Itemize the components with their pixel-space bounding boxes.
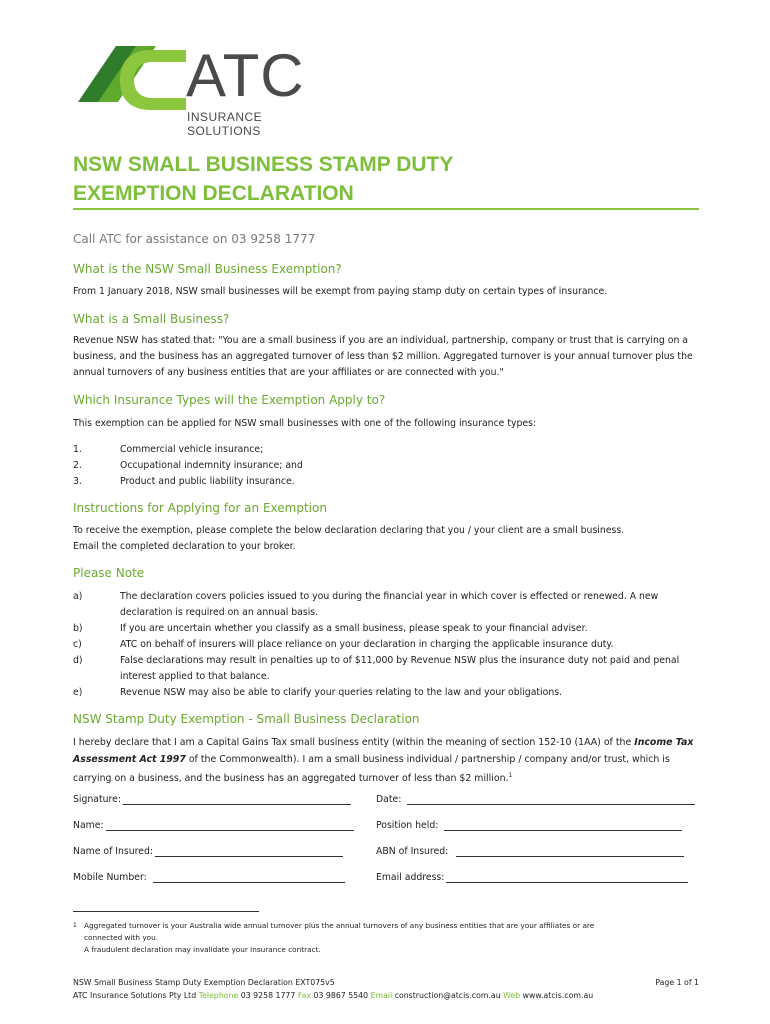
list-item <box>73 442 699 458</box>
text-declaration <box>73 735 699 788</box>
title-divider <box>73 208 699 210</box>
please-note-list <box>73 589 699 701</box>
footer-email-label: Email <box>370 991 393 1000</box>
list-item <box>73 589 699 621</box>
insured-name-line[interactable] <box>155 847 343 857</box>
list-text: Revenue NSW may also be able to clarify your queries relating to the law and your obligations. <box>120 687 563 698</box>
footer-tel-label: Telephone <box>198 991 239 1000</box>
footer-tel: 03 9258 1777 <box>240 991 296 1000</box>
list-item <box>73 458 699 474</box>
text-small-business: Revenue NSW has stated that: "You are a small business if you are an individual, partnership, company or trust that is carrying on a business, and the business has an aggregated turnover of less than $2 million. Aggregated turnover is your annual turnover plus the annual turnovers of any business entities that are your affiliates or are connected with you." <box>73 335 693 378</box>
name-label: Name: <box>73 820 104 831</box>
mobile-field[interactable] <box>73 872 345 883</box>
heading-insurance-types: Which Insurance Types will the Exemption Apply to? <box>73 393 386 407</box>
footnote-line-1: Aggregated turnover is your Australia wide annual turnover plus the annual turnovers of any business entities that are your affiliates or are <box>84 921 595 930</box>
list-text: False declarations may result in penalties up to of $11,000 by Revenue NSW plus the insurance duty not paid and penal interest applied to that balance. <box>120 655 680 682</box>
mobile-line[interactable] <box>153 873 345 883</box>
list-marker: 1. <box>73 444 82 455</box>
text-instructions-2: Email the completed declaration to your broker. <box>73 541 296 552</box>
heading-declaration: NSW Stamp Duty Exemption - Small Business Declaration <box>73 712 420 726</box>
footnote-line-2: connected with you. <box>84 933 159 942</box>
list-text: The declaration covers policies issued to you during the financial year in which cover is effected or renewed. A new declaration is required on an annual basis. <box>120 591 659 618</box>
list-marker: d) <box>73 655 83 666</box>
footer-fax: 03 9867 5540 <box>313 991 369 1000</box>
footnote <box>73 920 699 956</box>
insured-name-label: Name of Insured: <box>73 846 154 857</box>
list-text: ATC on behalf of insurers will place reliance on your declaration in charging the applicable insurance duty. <box>120 639 614 650</box>
insured-name-field[interactable] <box>73 846 343 857</box>
list-text: Commercial vehicle insurance; <box>120 444 264 455</box>
list-marker: 3. <box>73 476 82 487</box>
position-line[interactable] <box>444 821 682 831</box>
declaration-part-2: of the Commonwealth). I am a small business individual / partnership / company and/or trust, which is carrying on a business, and the business has an aggregated turnover of less than $2 million. <box>73 753 670 785</box>
date-field[interactable] <box>376 794 695 805</box>
abn-field[interactable] <box>376 846 684 857</box>
signature-field[interactable] <box>73 794 351 805</box>
footer-web-label: Web <box>503 991 521 1000</box>
page-title <box>73 150 703 208</box>
footnote-divider <box>73 911 259 912</box>
page-number: Page 1 of 1 <box>655 978 699 987</box>
footnote-line-3: A fraudulent declaration may invalidate your insurance contract. <box>84 945 321 954</box>
signature-line[interactable] <box>123 795 351 805</box>
call-line: Call ATC for assistance on 03 9258 1777 <box>73 232 316 246</box>
list-marker: b) <box>73 623 83 634</box>
heading-small-business: What is a Small Business? <box>73 312 230 326</box>
atc-logo <box>76 42 336 138</box>
list-item <box>73 621 699 637</box>
email-line[interactable] <box>446 873 688 883</box>
abn-line[interactable] <box>456 847 684 857</box>
logo-tagline: INSURANCE SOLUTIONS <box>187 110 263 138</box>
heading-instructions: Instructions for Applying for an Exemption <box>73 501 327 515</box>
text-exemption: From 1 January 2018, NSW small businesses will be exempt from paying stamp duty on certain types of insurance. <box>73 286 608 297</box>
list-item <box>73 653 699 685</box>
footer-company: ATC Insurance Solutions Pty Ltd <box>73 991 197 1000</box>
footer-web-link[interactable]: www.atcis.com.au <box>522 991 594 1000</box>
list-item <box>73 637 699 653</box>
list-marker: a) <box>73 591 83 602</box>
footer-email-link[interactable]: construction@atcis.com.au <box>394 991 501 1000</box>
list-text: If you are uncertain whether you classify as a small business, please speak to your financial adviser. <box>120 623 588 634</box>
list-marker: 2. <box>73 460 82 471</box>
footer-fax-label: Fax <box>297 991 312 1000</box>
heading-please-note: Please Note <box>73 566 145 580</box>
atc-swoosh-icon <box>76 44 191 116</box>
title-line-2: EXEMPTION DECLARATION <box>73 182 354 205</box>
position-field[interactable] <box>376 820 682 831</box>
declaration-part-1: I hereby declare that I am a Capital Gains Tax small business entity (within the meaning of section 152-10 (1AA) of the <box>73 737 632 748</box>
title-line-1: NSW SMALL BUSINESS STAMP DUTY <box>73 153 454 176</box>
position-label: Position held: <box>376 820 439 831</box>
footnote-ref: 1 <box>508 772 513 779</box>
list-text: Product and public liability insurance. <box>120 476 295 487</box>
list-marker: e) <box>73 687 83 698</box>
footer-doc-id: NSW Small Business Stamp Duty Exemption Declaration EXT075v5 <box>73 978 335 987</box>
email-field[interactable] <box>376 872 688 883</box>
list-marker: c) <box>73 639 82 650</box>
mobile-label: Mobile Number: <box>73 872 147 883</box>
insurance-types-list <box>73 442 699 490</box>
list-text: Occupational indemnity insurance; and <box>120 460 303 471</box>
email-label: Email address: <box>376 872 445 883</box>
declaration-act-name: Income Tax Assessment Act 1997 <box>73 737 694 765</box>
abn-label: ABN of Insured: <box>376 846 449 857</box>
logo-brand: ATC <box>186 42 305 109</box>
list-item <box>73 685 699 701</box>
heading-exemption: What is the NSW Small Business Exemption? <box>73 262 342 276</box>
date-label: Date: <box>376 794 402 805</box>
text-insurance-intro: This exemption can be applied for NSW small businesses with one of the following insurance types: <box>73 418 537 429</box>
page-footer <box>73 976 699 1002</box>
signature-label: Signature: <box>73 794 121 805</box>
name-line[interactable] <box>106 821 354 831</box>
date-line[interactable] <box>407 795 695 805</box>
footnote-number: 1 <box>73 922 77 929</box>
footer-contact <box>73 989 699 1002</box>
list-item <box>73 474 699 490</box>
name-field[interactable] <box>73 820 354 831</box>
text-instructions-1: To receive the exemption, please complete the below declaration declaring that you / your client are a small business. <box>73 525 625 536</box>
